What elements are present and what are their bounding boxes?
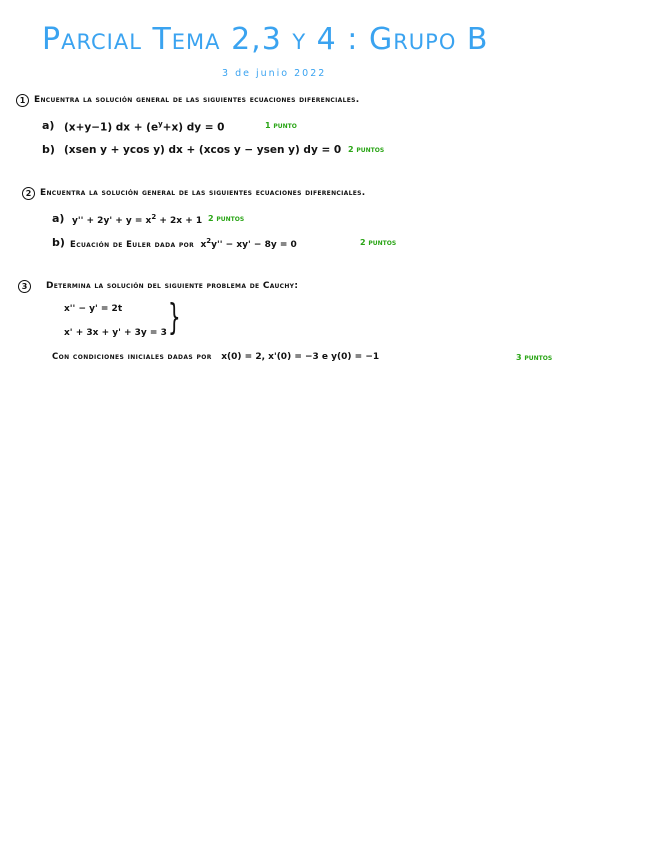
- problem-2a-label: a): [52, 212, 65, 225]
- system-equation-2: x' + 3x + y' + 3y = 3: [64, 328, 167, 338]
- system-equation-1: x'' − y' = 2t: [64, 304, 123, 314]
- initial-conditions: Con condiciones iniciales dadas por x(0) = 2, x'(0) = −3 e y(0) = −1: [52, 352, 380, 362]
- problem-3-heading: Determina la solución del siguiente problema de Cauchy:: [46, 281, 299, 291]
- problem-2a-equation: $y'' + 2y' + y = x^2 + 2x + 1$: [72, 213, 203, 226]
- problem-1-heading: Encuentra la solución general de las siguientes ecuaciones diferenciales.: [34, 95, 360, 105]
- problem-2b-statement: Ecuación de Euler dada por $x^2y'' - xy' - 8y = 0$: [70, 237, 297, 250]
- problem-1b-points: 2 puntos: [348, 145, 385, 154]
- problem-1a-points: 1 punto: [265, 121, 297, 130]
- problem-1a-equation: (x+y−1) dx + $(e^y+x)$ dy = 0: [64, 120, 225, 134]
- problem-1-number: 1: [16, 94, 29, 107]
- problem-2a-points: 2 puntos: [208, 214, 245, 223]
- problem-2b-points: 2 puntos: [360, 238, 397, 247]
- system-brace: }: [168, 297, 181, 338]
- problem-3-points: 3 puntos: [516, 353, 553, 362]
- problem-2b-label: b): [52, 236, 65, 249]
- problem-1b-label: b): [42, 143, 55, 156]
- problem-1b-equation: (xsen y + ycos y) dx + (xcos y − ysen y) dy = 0: [64, 144, 342, 156]
- problem-1a-label: a): [42, 119, 55, 132]
- page-title: Parcial Tema 2,3 y 4 : Grupo B: [42, 22, 489, 57]
- exam-date: 3 de junio 2022: [222, 68, 327, 79]
- problem-2-heading: Encuentra la solución general de las siguientes ecuaciones diferenciales.: [40, 188, 366, 198]
- problem-2-number: 2: [22, 187, 35, 200]
- problem-3-number: 3: [18, 280, 31, 293]
